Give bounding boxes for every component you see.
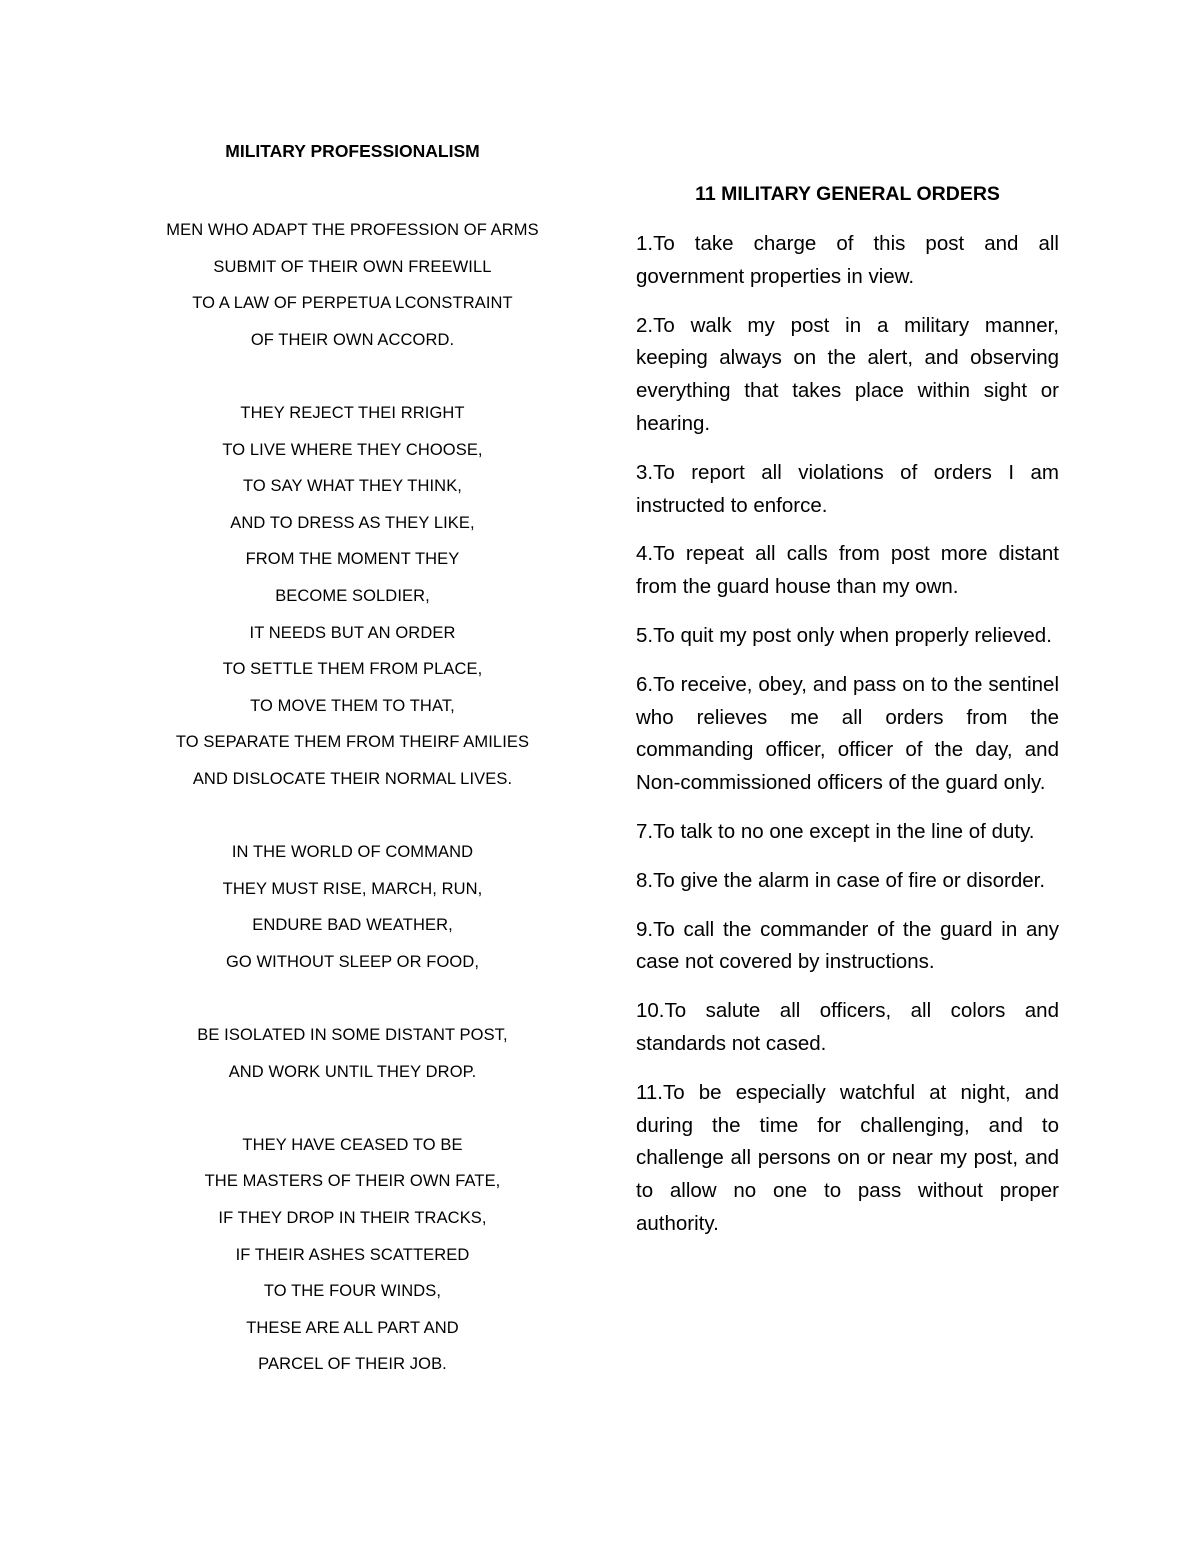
poem-line: AND TO DRESS AS THEY LIKE, bbox=[230, 513, 475, 532]
stanza-4 bbox=[145, 1017, 560, 1090]
poem-line: MEN WHO ADAPT THE PROFESSION OF ARMS bbox=[166, 221, 539, 239]
poem-line: FROM THE MOMENT THEY bbox=[245, 550, 460, 569]
stanza-3 bbox=[145, 834, 560, 980]
poem-line: THEY REJECT THEI RRIGHT bbox=[240, 403, 465, 422]
poem-line: THEY MUST RISE, MARCH, RUN, bbox=[222, 879, 483, 898]
general-order-item: 6.To receive, obey, and pass on to the sentinel who relieves me all orders from the commanding officer, officer of the day, and Non-commissioned officers of the guard only. bbox=[636, 672, 1059, 795]
poem-column bbox=[145, 138, 560, 1420]
general-order-item: 5.To quit my post only when properly relieved. bbox=[636, 623, 1052, 647]
poem-line: TO A LAW OF PERPETUA LCONSTRAINT bbox=[192, 294, 513, 313]
poem-line: IF THEIR ASHES SCATTERED bbox=[235, 1245, 470, 1264]
general-order-item: 2.To walk my post in a military manner, keeping always on the alert, and observing everything that takes place within sight or hearing. bbox=[636, 313, 1059, 435]
poem-line: OF THEIR OWN ACCORD. bbox=[250, 330, 455, 349]
general-order-item: 3.To report all violations of orders I am instructed to enforce. bbox=[636, 460, 1059, 517]
poem-line: TO LIVE WHERE THEY CHOOSE, bbox=[222, 440, 483, 459]
poem-line: PARCEL OF THEIR JOB. bbox=[258, 1355, 447, 1374]
poem-line: THE MASTERS OF THEIR OWN FATE, bbox=[204, 1172, 501, 1191]
poem-line: THEY HAVE CEASED TO BE bbox=[242, 1135, 463, 1154]
poem-line: ENDURE BAD WEATHER, bbox=[252, 916, 453, 935]
general-orders-title: 11 MILITARY GENERAL ORDERS bbox=[695, 183, 1000, 205]
poem-line: BE ISOLATED IN SOME DISTANT POST, bbox=[197, 1026, 508, 1045]
general-order-item: 1.To take charge of this post and all government properties in view. bbox=[636, 232, 1059, 288]
poem-title: MILITARY PROFESSIONALISM bbox=[225, 141, 480, 161]
general-orders-column bbox=[636, 178, 1059, 1257]
poem-line: BECOME SOLDIER, bbox=[275, 586, 430, 605]
poem-line: TO SAY WHAT THEY THINK, bbox=[243, 477, 462, 496]
poem-line: IN THE WORLD OF COMMAND bbox=[231, 843, 474, 862]
poem-line: TO THE FOUR WINDS, bbox=[263, 1282, 442, 1301]
general-order-item: 8.To give the alarm in case of fire or disorder. bbox=[636, 868, 1046, 892]
poem-line: GO WITHOUT SLEEP OR FOOD, bbox=[225, 952, 480, 971]
stanza-5 bbox=[145, 1127, 560, 1383]
poem-line: TO MOVE THEM TO THAT, bbox=[250, 696, 455, 715]
general-order-item: 11.To be especially watchful at night, and during the time for challenging, and to challenge all persons on or near my post, and to allow no one to pass without proper authority. bbox=[636, 1080, 1059, 1235]
stanza-1 bbox=[145, 212, 560, 358]
general-order-item: 10.To salute all officers, all colors and standards not cased. bbox=[636, 999, 1059, 1055]
poem-line: SUBMIT OF THEIR OWN FREEWILL bbox=[213, 257, 492, 276]
general-order-item: 4.To repeat all calls from post more distant from the guard house than my own. bbox=[636, 542, 1059, 599]
poem-line: IT NEEDS BUT AN ORDER bbox=[249, 623, 456, 642]
poem-line: AND DISLOCATE THEIR NORMAL LIVES. bbox=[192, 769, 513, 788]
poem-line: TO SETTLE THEM FROM PLACE, bbox=[222, 660, 483, 679]
poem-line: AND WORK UNTIL THEY DROP. bbox=[228, 1062, 477, 1081]
general-order-item: 7.To talk to no one except in the line of duty. bbox=[636, 819, 1035, 843]
poem-line: THESE ARE ALL PART AND bbox=[246, 1318, 459, 1337]
poem-line: IF THEY DROP IN THEIR TRACKS, bbox=[218, 1209, 487, 1228]
poem-line: TO SEPARATE THEM FROM THEIRF AMILIES bbox=[175, 733, 530, 752]
general-order-item: 9.To call the commander of the guard in any case not covered by instructions. bbox=[636, 917, 1059, 974]
stanza-2 bbox=[145, 395, 560, 798]
